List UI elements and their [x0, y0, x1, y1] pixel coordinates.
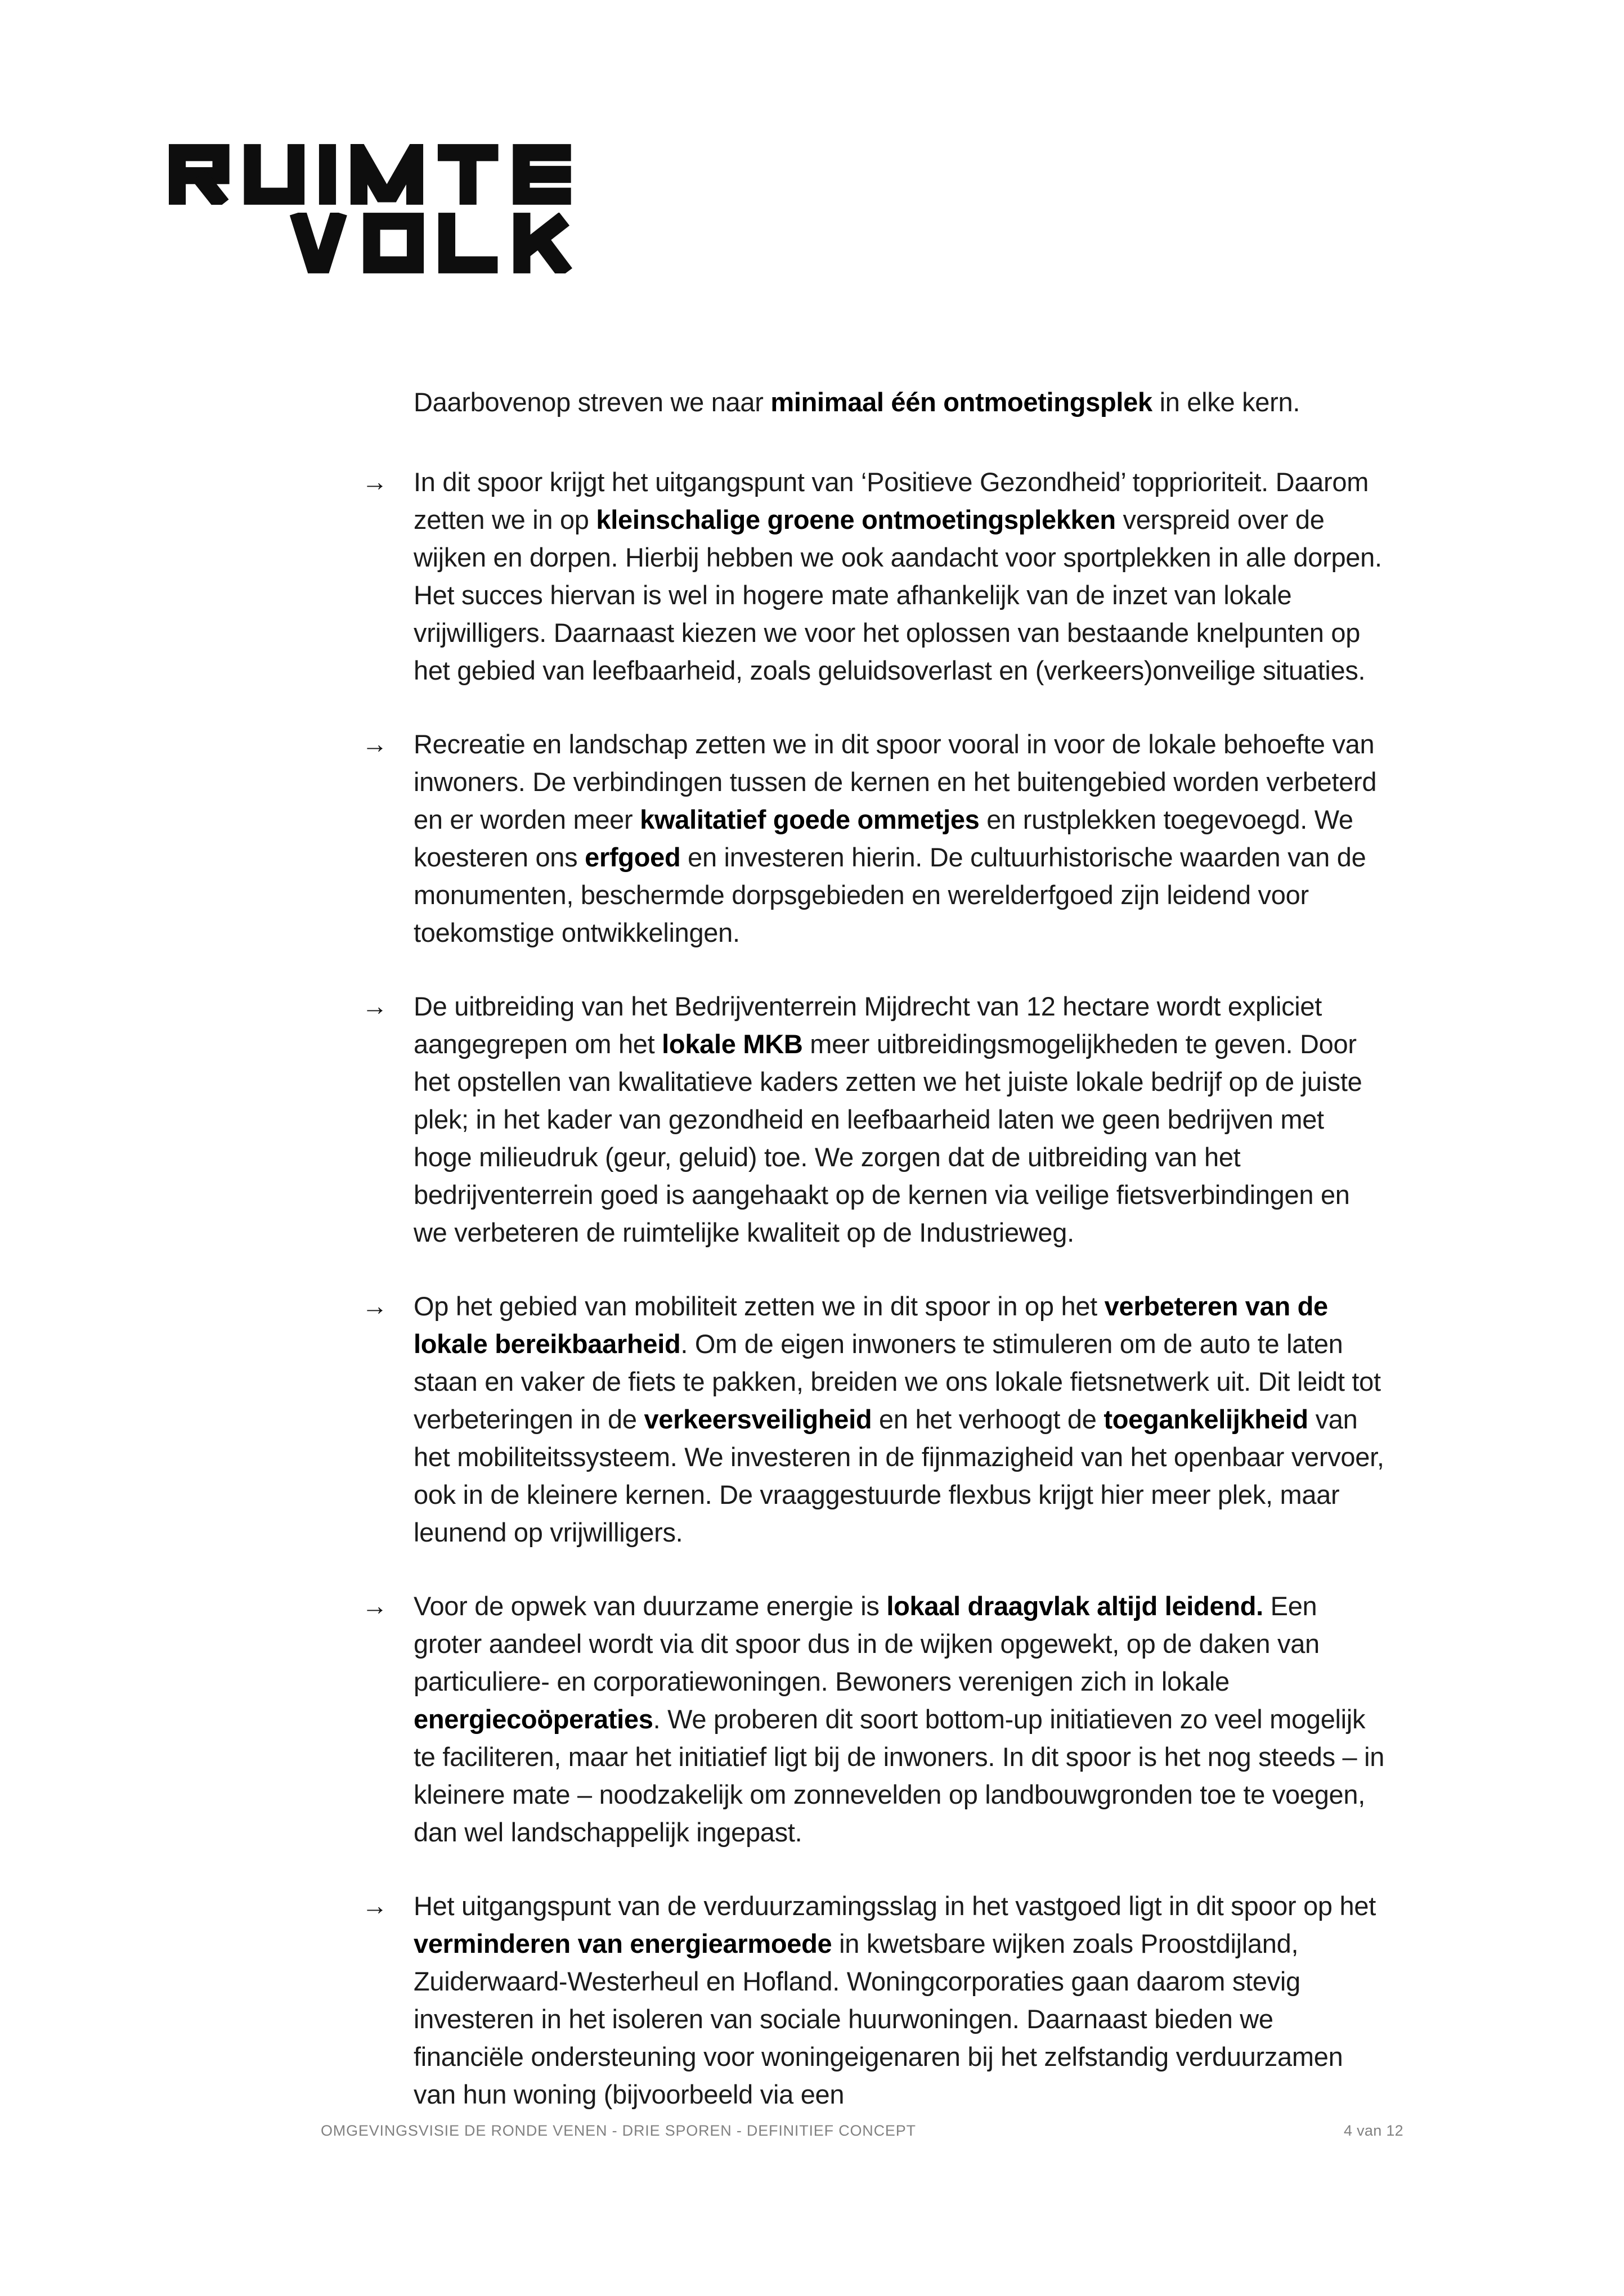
text-segment: In dit spoor krijgt het uitgangspunt van ‘Positieve Gezondheid’ topprioriteit. Daarom zetten we in op: [414, 467, 1369, 534]
text-segment: en investeren hierin. De cultuurhistorische waarden van de monumenten, beschermde dorpsgebieden en werelderfgoed zijn leidend voor toekomstige ontwikkelingen.: [414, 842, 1366, 947]
bullet-text: [414, 725, 1386, 951]
text-segment: Het uitgangspunt van de verduurzamingsslag in het vastgoed ligt in dit spoor op het: [414, 1891, 1376, 1921]
footer-document-title: OMGEVINGSVISIE DE RONDE VENEN - DRIE SPOREN - DEFINITIEF CONCEPT: [321, 2122, 916, 2139]
list-item: [362, 987, 1386, 1251]
text-segment: van het mobiliteitssysteem. We investeren in de fijnmazigheid van het openbaar vervoer, ook in de kleinere kernen. De vraaggestuurde flexbus krijgt hier meer plek, maar leunend op vrijwilligers.: [414, 1404, 1384, 1547]
text-segment: in elke kern.: [1152, 387, 1300, 417]
logo-word-volk: [288, 213, 574, 273]
page-footer: [321, 2121, 1403, 2140]
bullet-list: [362, 463, 1386, 2113]
text-segment: Recreatie en landschap zetten we in dit spoor vooral in voor de lokale behoefte van inwoners. De verbindingen tussen de kernen en het buitengebied worden verbeterd en er worden meer: [414, 729, 1377, 834]
bold-text-segment: minimaal één ontmoetingsplek: [770, 387, 1152, 417]
bold-text-segment: kleinschalige groene ontmoetingsplekken: [596, 505, 1116, 534]
bold-text-segment: kwalitatief goede ommetjes: [640, 805, 980, 834]
arrow-bullet-icon: →: [362, 1591, 388, 1620]
bold-text-segment: verkeersveiligheid: [644, 1404, 872, 1434]
bold-text-segment: toegankelijkheid: [1103, 1404, 1308, 1434]
footer-page-number: 4 van 12: [1344, 2122, 1403, 2139]
text-segment: De uitbreiding van het Bedrijventerrein Mijdrecht van 12 hectare wordt expliciet aangegrepen om het: [414, 991, 1322, 1059]
bold-text-segment: verbeteren van de lokale bereikbaarheid: [414, 1291, 1328, 1359]
arrow-bullet-icon: →: [362, 1291, 388, 1320]
intro-paragraph: [414, 383, 1386, 421]
text-segment: Voor de opwek van duurzame energie is: [414, 1591, 887, 1621]
text-segment: Daarbovenop streven we naar: [414, 387, 771, 417]
bold-text-segment: lokale MKB: [662, 1029, 803, 1059]
bullet-text: [414, 1887, 1386, 2113]
text-segment: . Om de eigen inwoners te stimuleren om de auto te laten staan en vaker de fiets te pakken, breiden we ons lokale fietsnetwerk uit. Dit leidt tot verbeteringen in de: [414, 1329, 1381, 1434]
text-segment: in kwetsbare wijken zoals Proostdijland, Zuiderwaard-Westerheul en Hofland. Woningcorporaties gaan daarom stevig investeren in het isoleren van sociale huurwoningen. Daarnaast bieden we financiële ondersteuning voor woningeigenaren bij het zelfstandig verduurzamen van hun woning (bijvoorbeeld via een: [414, 1929, 1343, 2109]
arrow-bullet-icon: →: [362, 1891, 388, 1920]
bold-text-segment: erfgoed: [585, 842, 681, 872]
list-item: [362, 463, 1386, 689]
ruimtevolk-logo: [169, 144, 574, 273]
arrow-bullet-icon: →: [362, 729, 388, 758]
arrow-bullet-icon: →: [362, 991, 388, 1021]
list-item: [362, 725, 1386, 951]
bullet-text: [414, 1587, 1386, 1851]
bullet-text: [414, 463, 1386, 689]
logo-word-ruimte: [169, 144, 573, 205]
body-text: [362, 383, 1386, 2113]
text-segment: en het verhoogt de: [872, 1404, 1104, 1434]
bullet-text: [414, 987, 1386, 1251]
bold-text-segment: energiecoöperaties: [414, 1704, 653, 1734]
text-segment: en rustplekken toegevoegd. We koesteren ons: [414, 805, 1353, 872]
bullet-text: [414, 1287, 1386, 1551]
text-segment: Op het gebied van mobiliteit zetten we in dit spoor in op het: [414, 1291, 1105, 1321]
text-segment: Een groter aandeel wordt via dit spoor dus in de wijken opgewekt, op de daken van particuliere- en corporatiewoningen. Bewoners verenigen zich in lokale: [414, 1591, 1320, 1696]
text-segment: verspreid over de wijken en dorpen. Hierbij hebben we ook aandacht voor sportplekken in alle dorpen. Het succes hiervan is wel in hogere mate afhankelijk van de inzet van lokale vrijwilligers. Daarnaast kiezen we voor het oplossen van bestaande knelpunten op het gebied van leefbaarheid, zoals geluidsoverlast en (verkeers)onveilige situaties.: [414, 505, 1382, 685]
list-item: [362, 1887, 1386, 2113]
text-segment: . We proberen dit soort bottom-up initiatieven zo veel mogelijk te faciliteren, maar het initiatief ligt bij de inwoners. In dit spoor is het nog steeds – in kleinere mate – noodzakelijk om zonnevelden op landbouwgronden toe te voegen, dan wel landschappelijk ingepast.: [414, 1704, 1385, 1847]
list-item: [362, 1287, 1386, 1551]
bold-text-segment: verminderen van energiearmoede: [414, 1929, 832, 1958]
text-segment: meer uitbreidingsmogelijkheden te geven. Door het opstellen van kwalitatieve kaders zetten we het juiste lokale bedrijf op de juiste plek; in het kader van gezondheid en leefbaarheid laten we geen bedrijven met hoge milieudruk (geur, geluid) toe. We zorgen dat de uitbreiding van het bedrijventerrein goed is aangehaakt op de kernen via veilige fietsverbindingen en we verbeteren de ruimtelijke kwaliteit op de Industrieweg.: [414, 1029, 1362, 1247]
bold-text-segment: lokaal draagvlak altijd leidend.: [886, 1591, 1263, 1621]
arrow-bullet-icon: →: [362, 467, 388, 496]
list-item: [362, 1587, 1386, 1851]
